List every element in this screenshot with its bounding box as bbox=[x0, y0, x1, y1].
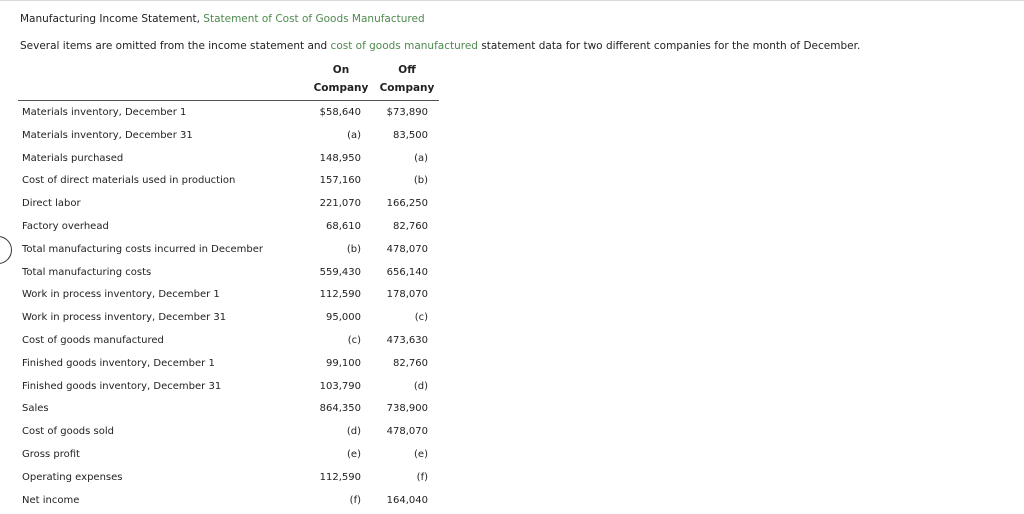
row-label: Work in process inventory, December 1 bbox=[22, 289, 220, 301]
off-company-value: (e) bbox=[414, 448, 428, 460]
row-label: Operating expenses bbox=[22, 471, 123, 483]
on-company-value: $58,640 bbox=[319, 107, 361, 118]
on-company-value: 112,590 bbox=[319, 471, 361, 483]
table-row bbox=[0, 237, 460, 260]
on-company-header-line1: On bbox=[332, 64, 350, 76]
table-row bbox=[0, 100, 460, 123]
off-company-value: 478,070 bbox=[386, 243, 428, 255]
off-company-header-line1: Off bbox=[398, 64, 416, 76]
off-company-value: 738,900 bbox=[386, 403, 428, 415]
table-row bbox=[0, 442, 460, 465]
on-company-value: (c) bbox=[347, 334, 361, 346]
table-row bbox=[0, 351, 460, 374]
on-company-value: 103,790 bbox=[319, 380, 361, 392]
table-row bbox=[0, 260, 460, 283]
row-label: Finished goods inventory, December 31 bbox=[22, 380, 222, 392]
on-company-value: 148,950 bbox=[319, 152, 361, 164]
off-company-value: 82,760 bbox=[393, 220, 428, 232]
on-company-value: 221,070 bbox=[319, 198, 361, 210]
row-label: Sales bbox=[22, 403, 49, 415]
table-row bbox=[0, 374, 460, 397]
on-company-value: 157,160 bbox=[319, 175, 361, 187]
off-company-value: 82,760 bbox=[393, 357, 428, 369]
off-company-value: 164,040 bbox=[386, 494, 428, 506]
off-company-value: 478,070 bbox=[386, 426, 428, 438]
row-label: Cost of goods manufactured bbox=[22, 334, 164, 346]
off-company-value: (b) bbox=[413, 175, 428, 187]
table-row bbox=[0, 396, 460, 419]
data-table bbox=[0, 100, 460, 510]
table-row bbox=[0, 465, 460, 488]
on-company-value: (e) bbox=[347, 448, 361, 460]
table-row bbox=[0, 305, 460, 328]
intro-before: Several items are omitted from the income statement and bbox=[20, 40, 331, 52]
table-row bbox=[0, 123, 460, 146]
off-company-value: 473,630 bbox=[386, 334, 428, 346]
off-company-value: (d) bbox=[413, 380, 428, 392]
title-link[interactable]: Statement of Cost of Goods Manufactured bbox=[203, 13, 425, 25]
on-company-value: 112,590 bbox=[319, 289, 361, 301]
row-label: Work in process inventory, December 31 bbox=[22, 312, 227, 324]
row-label: Factory overhead bbox=[22, 220, 109, 232]
on-company-value: (b) bbox=[346, 243, 361, 255]
on-company-value: 68,610 bbox=[326, 220, 361, 232]
table-row bbox=[0, 191, 460, 214]
title-prefix: Manufacturing Income Statement, bbox=[20, 13, 204, 25]
row-label: Net income bbox=[22, 494, 80, 506]
row-label: Materials inventory, December 1 bbox=[22, 107, 187, 118]
table-row bbox=[0, 488, 460, 511]
table-row bbox=[0, 419, 460, 442]
on-company-value: 95,000 bbox=[326, 312, 361, 324]
page-title bbox=[20, 12, 425, 26]
on-company-value: 99,100 bbox=[326, 357, 361, 369]
on-company-header-line2: Company bbox=[313, 82, 369, 94]
off-company-value: 178,070 bbox=[386, 289, 428, 301]
off-company-value: (c) bbox=[414, 312, 428, 324]
on-company-value: (a) bbox=[347, 129, 361, 141]
table-row bbox=[0, 282, 460, 305]
row-label: Cost of goods sold bbox=[22, 426, 115, 438]
on-company-value: (d) bbox=[346, 426, 361, 438]
row-label: Total manufacturing costs bbox=[22, 266, 152, 278]
row-label: Finished goods inventory, December 1 bbox=[22, 357, 215, 369]
intro-link[interactable]: cost of goods manufactured bbox=[330, 40, 478, 52]
table-row bbox=[0, 146, 460, 169]
row-label: Gross profit bbox=[22, 448, 80, 460]
intro-after: statement data for two different companies for the month of December. bbox=[477, 40, 861, 52]
row-label: Cost of direct materials used in production bbox=[22, 175, 236, 187]
on-company-value: 864,350 bbox=[319, 403, 361, 415]
table-row bbox=[0, 328, 460, 351]
top-divider bbox=[0, 0, 1024, 1]
row-label: Materials inventory, December 31 bbox=[22, 129, 193, 141]
off-company-value: $73,890 bbox=[386, 107, 428, 118]
off-company-value: (f) bbox=[416, 471, 428, 483]
off-company-value: 166,250 bbox=[386, 198, 428, 210]
row-label: Total manufacturing costs incurred in December bbox=[22, 243, 263, 255]
table-row bbox=[0, 168, 460, 191]
table-row bbox=[0, 214, 460, 237]
on-company-value: (f) bbox=[349, 494, 361, 506]
row-label: Materials purchased bbox=[22, 152, 124, 164]
off-company-value: 83,500 bbox=[393, 129, 428, 141]
intro-text bbox=[20, 39, 860, 53]
on-company-value: 559,430 bbox=[319, 266, 361, 278]
row-label: Direct labor bbox=[22, 198, 81, 210]
off-company-value: (a) bbox=[414, 152, 428, 164]
off-company-header-line2: Company bbox=[379, 82, 435, 94]
off-company-value: 656,140 bbox=[386, 266, 428, 278]
